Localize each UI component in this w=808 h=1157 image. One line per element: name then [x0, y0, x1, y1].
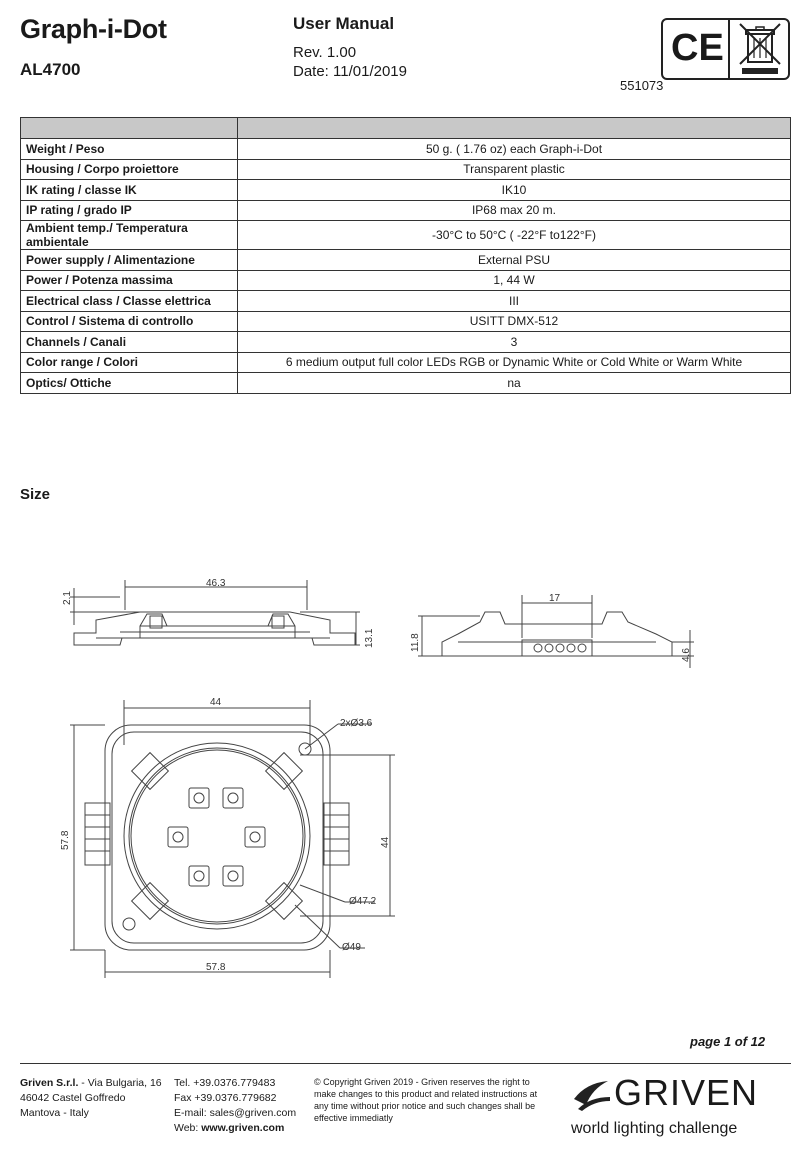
table-row	[21, 139, 791, 160]
brand-name: GRIVEN	[614, 1072, 759, 1113]
dim-44-top: 44	[210, 697, 222, 708]
page-number: page 1 of 12	[690, 1034, 766, 1049]
spec-value: 3	[238, 332, 791, 353]
spec-label: IK rating / classe IK	[21, 180, 238, 201]
dim-44-right: 44	[380, 836, 391, 848]
copyright-notice: © Copyright Griven 2019 - Griven reserves the right to make changes to this product and related instructions at any time without prior notice and such changes shall be effective immediatly	[314, 1077, 538, 1123]
spec-label: Control / Sistema di controllo	[21, 311, 238, 332]
model-number: AL4700	[20, 60, 81, 79]
size-heading: Size	[20, 486, 51, 503]
spec-value: 1, 44 W	[238, 270, 791, 291]
footer-divider	[20, 1063, 791, 1064]
dim-4-6: 4.6	[681, 648, 692, 662]
spec-label: Power / Potenza massima	[21, 270, 238, 291]
dim-17: 17	[549, 593, 561, 604]
dim-46-3: 46.3	[206, 578, 226, 589]
web-label: Web:	[174, 1122, 202, 1134]
dim-49: Ø49	[342, 942, 361, 953]
spec-label: Color range / Colori	[21, 352, 238, 373]
header-cell	[238, 118, 791, 139]
dim-57-8-left: 57.8	[60, 830, 71, 850]
dim-57-8-bottom: 57.8	[206, 962, 226, 973]
spec-value: III	[238, 291, 791, 312]
dim-2-1: 2.1	[62, 591, 73, 605]
dim-2x3-6: 2xØ3.6	[340, 718, 373, 729]
document-date: Date: 11/01/2019	[293, 63, 407, 80]
spec-label: Electrical class / Classe elettrica	[21, 291, 238, 312]
spec-label: IP rating / grado IP	[21, 200, 238, 221]
spec-value: External PSU	[238, 250, 791, 271]
spec-label: Optics/ Ottiche	[21, 373, 238, 394]
fax: Fax +39.0376.779682	[174, 1092, 277, 1104]
spec-value: IP68 max 20 m.	[238, 200, 791, 221]
product-title: Graph-i-Dot	[20, 14, 167, 44]
dimension-drawing	[0, 530, 808, 1000]
table-row	[21, 270, 791, 291]
website-link[interactable]: www.griven.com	[201, 1122, 285, 1134]
brand-tagline: world lighting challenge	[571, 1120, 738, 1137]
dim-47-2: Ø47.2	[349, 896, 377, 907]
table-header-row	[21, 118, 791, 139]
company-name: Griven S.r.l.	[20, 1077, 79, 1089]
spec-label: Ambient temp./ Temperatura ambientale	[21, 221, 238, 250]
spec-label: Weight / Peso	[21, 139, 238, 160]
ce-mark-icon: CE	[671, 27, 724, 69]
table-row	[21, 250, 791, 271]
table-row	[21, 159, 791, 180]
spec-label: Housing / Corpo proiettore	[21, 159, 238, 180]
company-address	[20, 1076, 162, 1121]
weee-bin-icon	[728, 18, 790, 80]
dim-13-1: 13.1	[364, 628, 375, 648]
side-view-left	[74, 612, 355, 645]
spec-value: 50 g. ( 1.76 oz) each Graph-i-Dot	[238, 139, 791, 160]
spec-value: Transparent plastic	[238, 159, 791, 180]
revision: Rev. 1.00	[293, 44, 357, 61]
spec-value: -30°C to 50°C ( -22°F to122°F)	[238, 221, 791, 250]
address-line-1: - Via Bulgaria, 16	[78, 1077, 162, 1089]
table-row	[21, 332, 791, 353]
header-cell	[21, 118, 238, 139]
dim-11-8: 11.8	[410, 633, 421, 652]
document-title: User Manual	[293, 14, 395, 33]
email[interactable]: E-mail: sales@griven.com	[174, 1107, 297, 1119]
griven-logo-icon	[572, 1075, 612, 1115]
telephone: Tel. +39.0376.779483	[174, 1077, 276, 1089]
specifications-table	[20, 117, 791, 394]
spec-label: Power supply / Alimentazione	[21, 250, 238, 271]
spec-value: USITT DMX-512	[238, 311, 791, 332]
table-row	[21, 180, 791, 201]
table-row	[21, 291, 791, 312]
spec-value: na	[238, 373, 791, 394]
spec-value: IK10	[238, 180, 791, 201]
table-row	[21, 373, 791, 394]
side-view-right	[442, 612, 672, 656]
document-code: 551073	[620, 78, 664, 93]
address-line-3: Mantova - Italy	[20, 1107, 89, 1119]
table-row	[21, 352, 791, 373]
table-row	[21, 200, 791, 221]
address-line-2: 46042 Castel Goffredo	[20, 1092, 126, 1104]
spec-label: Channels / Canali	[21, 332, 238, 353]
table-row	[21, 311, 791, 332]
table-row	[21, 221, 791, 250]
contact-info	[174, 1076, 296, 1136]
spec-value: 6 medium output full color LEDs RGB or Dynamic White or Cold White or Warm White	[238, 352, 791, 373]
